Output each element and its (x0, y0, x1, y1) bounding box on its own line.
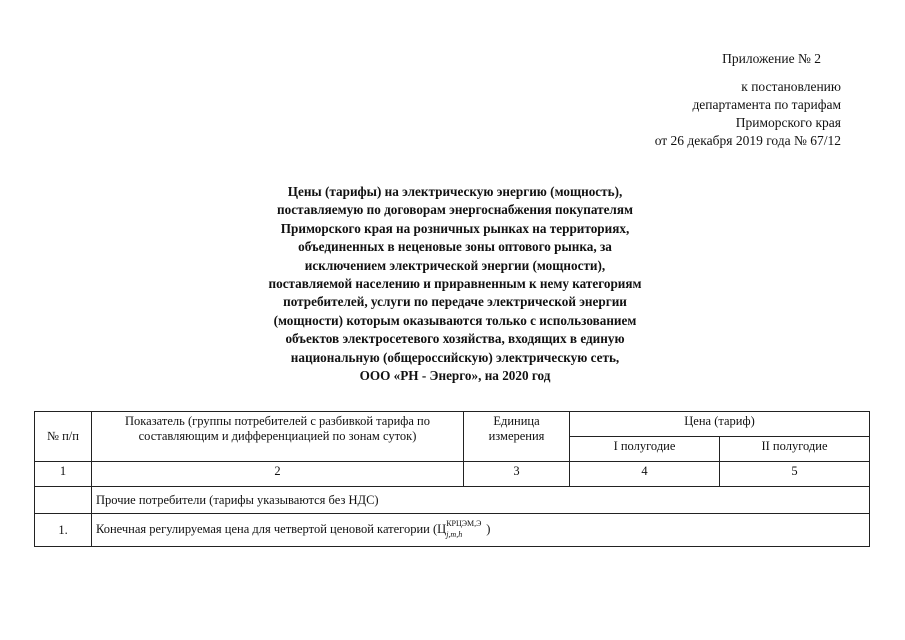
title-line: потребителей, услуги по передаче электрической энергии (283, 294, 627, 310)
title-line: исключением электрической энергии (мощности), (304, 257, 606, 273)
header-indicator: Показатель (группы потребителей с разбивкой тарифа по составляющим и дифференциацией по зонам суток) (92, 412, 464, 462)
price-subscript: j,m,h (446, 530, 463, 539)
title-line: поставляемую по договорам энергоснабжения покупателям (277, 202, 633, 218)
appendix-line-1: к постановлению (741, 79, 841, 94)
col-number: 3 (464, 462, 570, 487)
appendix-block (655, 50, 841, 150)
row-number: 1. (35, 514, 92, 547)
appendix-line-2: департамента по тарифам (692, 97, 841, 112)
table-header-row (35, 412, 870, 437)
title-line: Цены (тарифы) на электрическую энергию (мощность), (287, 184, 623, 199)
table-section-row (35, 487, 870, 514)
row-description (92, 514, 870, 547)
table-row (35, 514, 870, 547)
col-number: 2 (92, 462, 464, 487)
title-line: (мощности) которым оказываются только с использованием (273, 312, 637, 328)
title-line: ООО «РН - Энерго», на 2020 год (359, 368, 551, 384)
price-symbol-indices (446, 520, 486, 540)
row-text: Конечная регулируемая цена для четвертой ценовой категории (Ц (96, 521, 447, 536)
title-line: поставляемой населению и приравненным к нему категориям (268, 276, 642, 292)
document-title (200, 183, 710, 385)
title-line: национальную (общероссийскую) электрическую сеть, (290, 349, 620, 365)
appendix-line-3: Приморского края (735, 115, 841, 130)
header-num: № п/п (35, 412, 92, 462)
title-line: Приморского края на розничных рынках на территориях, (280, 220, 630, 236)
col-number: 5 (720, 462, 870, 487)
col-number: 4 (570, 462, 720, 487)
table-column-numbers-row (35, 462, 870, 487)
tariff-table (34, 411, 870, 547)
section-empty-cell (35, 487, 92, 514)
price-superscript: КРЦЭМ,Э (446, 519, 482, 528)
appendix-number: Приложение № 2 (722, 51, 821, 66)
appendix-line-4: от 26 декабря 2019 года № 67/12 (654, 133, 841, 148)
title-line: объединенных в неценовые зоны оптового рынка, за (298, 239, 612, 255)
title-line: объектов электросетевого хозяйства, входящих в единую (285, 331, 625, 347)
header-price: Цена (тариф) (570, 412, 870, 437)
col-number: 1 (35, 462, 92, 487)
row-close-paren: ) (486, 521, 491, 536)
header-half-2: II полугодие (720, 437, 870, 462)
header-unit: Единица измерения (464, 412, 570, 462)
section-label: Прочие потребители (тарифы указываются без НДС) (92, 487, 870, 514)
header-half-1: I полугодие (570, 437, 720, 462)
